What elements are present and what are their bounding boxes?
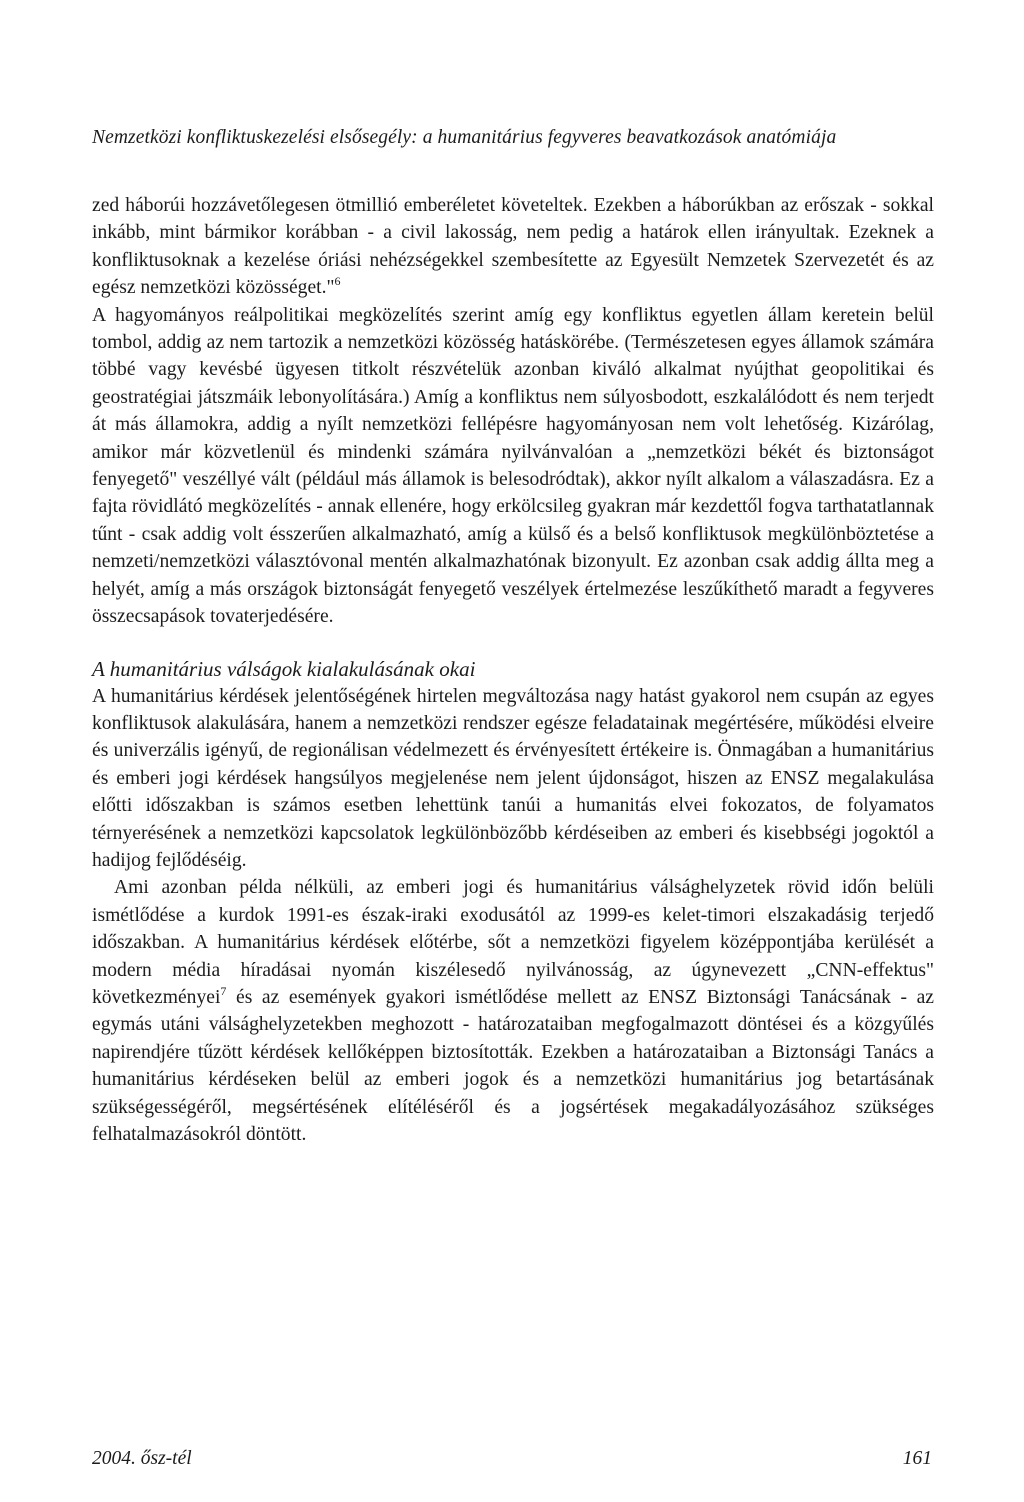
footnote-ref-6[interactable]: 6 xyxy=(334,274,341,289)
paragraph-3: A humanitárius kérdések jelentőségének hirtelen megváltozása nagy hatást gyakorol nem csupán az egyes konfliktusok alakulására, hanem a nemzetközi rendszer egésze feladatainak megértésére, működési elveire és univerzális igényű, de regionálisan védelmezett és érvényesített értékeire is. Önmagában a humanitárius és emberi jogi kérdések hangsúlyos megjelenése nem jelent újdonságot, hiszen az ENSZ megalakulása előtti időszakban is számos esetben lehettünk tanúi a humanitás elvei fokozatos, de folyamatos térnyerésének a nemzetközi kapcsolatok legkülönbözőbb kérdéseiben az emberi és kisebbségi jogoktól a hadijog fejlődéséig. xyxy=(92,685,934,871)
paragraph-1 xyxy=(92,192,934,302)
body-text xyxy=(92,192,934,1148)
running-head: Nemzetközi konfliktuskezelési elsősegély: a humanitárius fegyveres beavatkozások anatómiája xyxy=(92,127,837,148)
paragraph-4-text-b: és az események gyakori ismétlődése mellett az ENSZ Biztonsági Tanácsának - az egymás utáni válsághelyzetekben meghozott - határozataiban megfogalmazott döntései és a közgyűlés napirendjére tűzött kérdések kellőképpen biztosították. Ezekben a határozataiban a Biztonsági Tanács a humanitárius kérdéseken belül az emberi jogok és a nemzetközi humanitárius jog betartásának szükségességéről, megsértésének elítéléséről és a jogsértések megakadályozásához szükséges felhatalmazásokról döntött. xyxy=(92,986,934,1145)
page-number: 161 xyxy=(902,1448,932,1469)
footnote-ref-7[interactable]: 7 xyxy=(220,983,227,998)
footer-issue: 2004. ősz-tél xyxy=(92,1448,192,1469)
paragraph-4 xyxy=(92,874,934,1148)
paragraph-1-text: zed háborúi hozzávetőlegesen ötmillió emberéletet követeltek. Ezekben a háborúkban az erőszak - sokkal inkább, mint bármikor korábban - a civil lakosság, nem pedig a határok ellen irányultak. Ezeknek a konfliktusoknak a kezelése óriási nehézségekkel szembesítette az Egyesült Nemzetek Szervezetét és az egész nemzetközi közösséget." xyxy=(92,195,934,299)
paragraph-2: A hagyományos reálpolitikai megközelítés szerint amíg egy konfliktus egyetlen állam keretein belül tombol, addig az nem tartozik a nemzetközi közösség hatáskörébe. (Természetesen egyes államok számára többé vagy kevésbé ügyesen titkolt részvételük azonban kiváló alkalmat nyújthat geopolitikai és geostratégiai játszmáik lebonyolítására.) Amíg a konfliktus nem súlyosbodott, eszkalálódott és nem terjedt át más államokra, addig a nyílt nemzetközi fellépésre hagyományosan nem volt lehetőség. Kizárólag, amikor már közvetlenül és mindenki számára nyilvánvalóan a „nemzetközi békét és biztonságot fenyegető" veszéllyé vált (például más államok is belesodródtak), akkor nyílt alkalom a válaszadásra. Ez a fajta rövidlátó megközelítés - annak ellenére, hogy erkölcsileg gyakran már kezdettől fogva tarthatatlannak tűnt - csak addig volt ésszerűen alkalmazható, amíg a külső és a belső konfliktusok megkülönböztetése a nemzeti/nemzetközi választóvonal mentén alkalmazhatónak bizonyult. Ez azonban csak addig állta meg a helyét, amíg a más országok biztonságát fenyegető veszélyek értelmezése leszűkíthető maradt a fegyveres összecsapások tovaterjedésére. xyxy=(92,304,934,628)
paragraph-4-text-a: Ami azonban példa nélküli, az emberi jogi és humanitárius válsághelyzetek rövid időn belüli ismétlődése a kurdok 1991-es észak-iraki exodusától az 1999-es kelet-timori elszakadásig terjedő időszakban. A humanitárius kérdések előtérbe, sőt a nemzetközi figyelem középpontjába kerülését a modern média híradásai nyomán kiszélesedő nyilvánosság, az úgynevezett „CNN-effektus" következményei xyxy=(92,877,934,1008)
section-heading: A humanitárius válságok kialakulásának okai xyxy=(92,656,476,681)
